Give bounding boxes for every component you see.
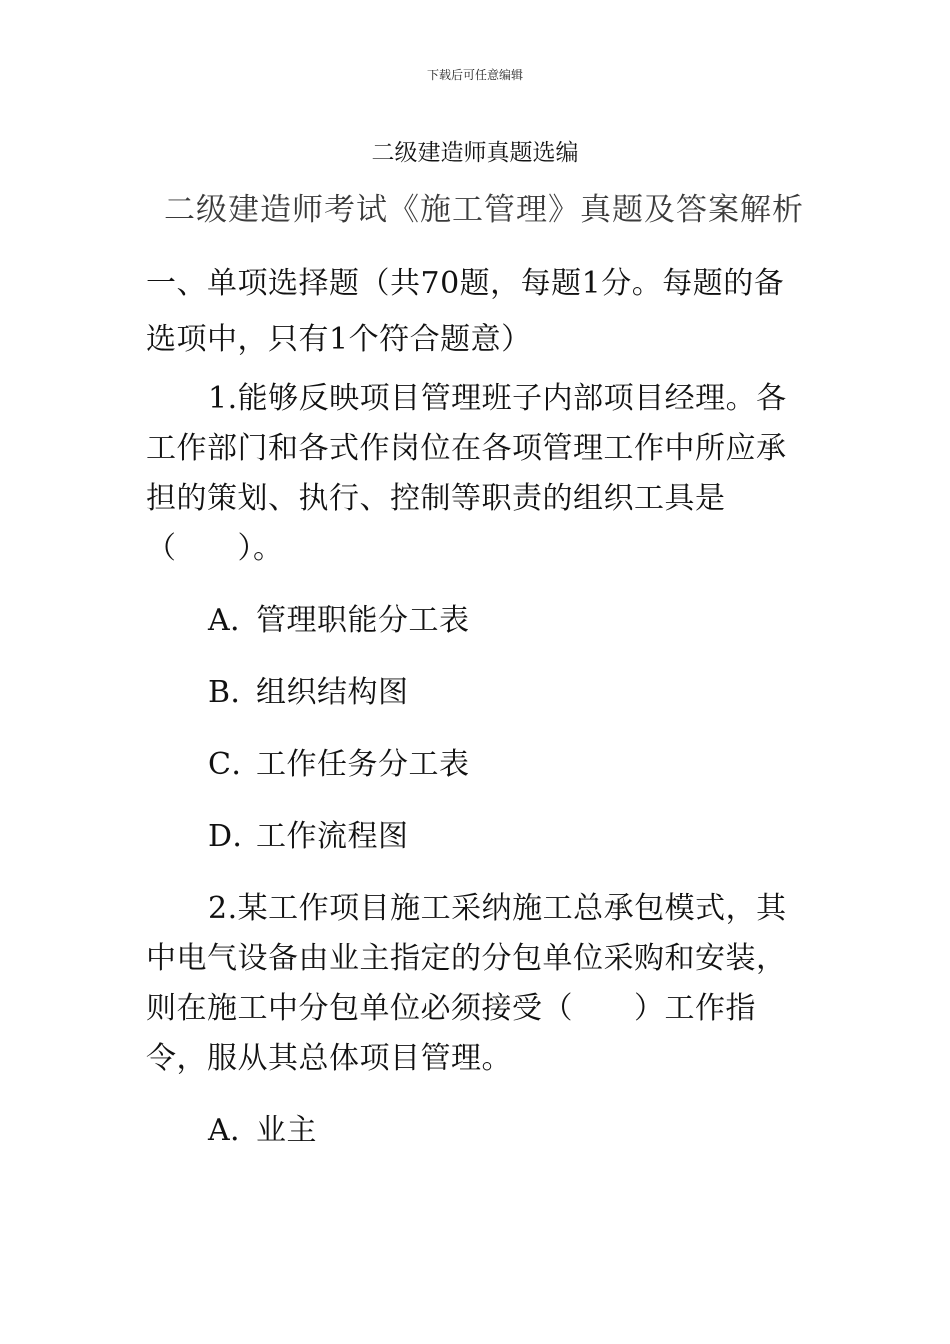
exam-title: 二级建造师考试《施工管理》真题及答案解析 xyxy=(164,192,804,228)
option-letter: C． xyxy=(208,747,262,782)
option-letter: A． xyxy=(208,1113,261,1148)
question-1-option-c xyxy=(208,740,470,790)
option-text: 工作任务分工表 xyxy=(256,747,470,782)
option-text: 管理职能分工表 xyxy=(256,603,470,638)
option-text: 组织结构图 xyxy=(256,675,409,710)
option-text: 业主 xyxy=(256,1113,317,1148)
question-1-option-a xyxy=(208,596,470,646)
question-2-text: 2.某工作项目施工采纳施工总承包模式，其中电气设备由业主指定的分包单位采购和安装，则在施工中分包单位必须接受（ ）工作指令，服从其总体项目管理。 xyxy=(146,891,787,1076)
option-text: 工作流程图 xyxy=(256,819,409,854)
document-title: 二级建造师真题选编 xyxy=(371,140,579,166)
option-letter: D． xyxy=(208,819,264,854)
question-2-option-a xyxy=(208,1106,317,1156)
question-1-option-b xyxy=(208,668,409,718)
question-1-option-d xyxy=(208,812,409,862)
question-1-text: 1.能够反映项目管理班子内部项目经理。各工作部门和各式作岗位在各项管理工作中所应承担的策划、执行、控制等职责的组织工具是（ ）。 xyxy=(146,381,787,566)
section-heading: 一、单项选择题（共70题，每题1分。每题的备选项中，只有1个符合题意） xyxy=(146,266,785,357)
header-note: 下载后可任意编辑 xyxy=(426,68,523,82)
option-letter: B． xyxy=(208,675,262,710)
option-letter: A． xyxy=(208,603,261,638)
